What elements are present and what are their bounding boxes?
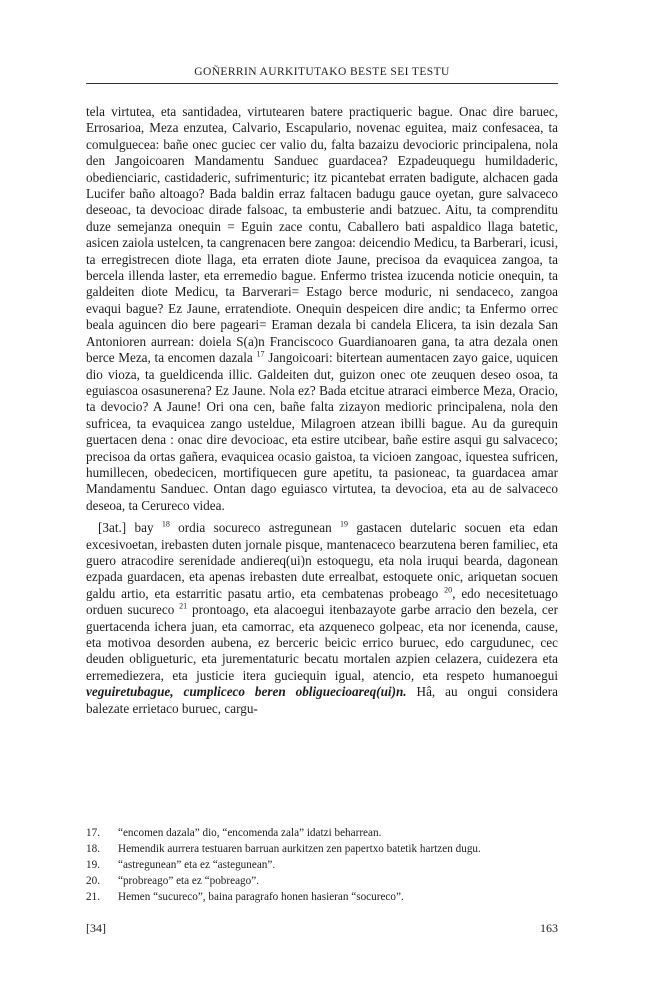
- footnote-18: [86, 841, 558, 857]
- footnote-text: Hemendik aurrera testuaren barruan aurkitzen zen papertxo batetik hartzen dugu.: [118, 843, 481, 855]
- footnote-ref-17[interactable]: 17: [256, 349, 265, 359]
- main-text: [86, 104, 558, 717]
- emphasized-phrase: veguiretubague, cumpliceco beren obliguecioareq(ui)n.: [86, 684, 407, 700]
- footnote-19: [86, 857, 558, 873]
- paragraph-2-text-e: prontoago, eta alacoegui itenbazayote garbe arracio den bezela, cer guertacenda ichera juan, eta camorrac, eta azqueneco golpeac, eta nor icenenda, cause, eta motivoa desorden aubena, ez berceric beicic errico buruec, edo cargudunec, cec deuden obligueturic, eta jurementaturic becatu mortalen azpien celazera, cuidezera eta erremediezera, eta justicie itera guciequin igual, atencio, eta respeto humanoegui: [86, 602, 559, 683]
- paragraph-2-text-f: Hâ, au ongui considera balezate errietaco buruec, cargu-: [86, 684, 559, 716]
- footnote-ref-21[interactable]: 21: [179, 601, 188, 611]
- running-header: GOÑERRIN AURKITUTAKO BESTE SEI TESTU: [194, 66, 450, 78]
- footnote-number: 19.: [86, 859, 100, 871]
- paragraph-2-text-d: , edo necesitetuago orduen sucureco: [86, 585, 558, 618]
- paragraph-1-text-cont: Jangoicoari: bitertean aumentacen zayo gaice, uquicen dio vioza, ta gueldicenda illic. Galdeiten dut, guizon onec ote zeuquen deseo osoa, ta eguiascoa osasunerena? Ez Jaune. Nola ez? Bada etcitue atraraci eimberce Meza, Oracio, ta devocio? A Jaune! Ori ona cen, bañe falta zizayon medioric principalena, nola den sufricea, ta evaquicea zango usteldue, Milagroen atzean ibilli bague. Au da gurequin guertacen dena : onac dire devocioac, eta estire utcibear, bañe estire asqui gu salvaceco; precisoa da ortas gañera, evaquicea ocasio gaistoa, ta vicioen zangoac, iquestea sufricen, humillecen, obedecicen, mortifiquecen gure apetitu, ta pasioneac, ta guardacea amar Mandamentu Sanduec. Ontan dago eguiasco virtutea, ta devocioa, eta au de salvaceco deseoa, ta Cerureco videa.: [86, 350, 559, 513]
- footnote-text: Hemen “sucureco”, baina paragrafo honen hasieran “socureco”.: [118, 891, 404, 903]
- footnote-20: [86, 873, 558, 889]
- footnote-text: “astregunean” eta ez “astegunean”.: [118, 859, 276, 871]
- footnote-ref-19[interactable]: 19: [340, 519, 349, 529]
- paragraph-1-text: tela virtutea, eta santidadea, virtutearen batere practiqueric bague. Onac dire baruec, Errosarioa, Meza enzutea, Calvario, Escapulario, novenac eguitea, maiz confesacea, ta comulguecea: bañe onec guciec cer valio du, falta bazaizu devocioric principalena, nola den Jangoicoaren Mandamentu Sanduec guardacea? Ezpadeuquegu humildaderic, obedienciaric, castidaderic, sufrimenturic; itz picantebat erraten badigute, alchacen gada Lucifer baño altoago? Bada baldin erraz faltacen badugu gauce oyetan, gure salvaceco deseoac, ta devocioac dirade falsoac, ta embusterie andi batzuec. Aitu, ta comprenditu duze semejanza onequin = Eguin zace contu, Caballero bati aspaldico llaga batetic, asicen zaiola ustelcen, ta cangrenacen bere zangoa: deicendio Medicu, ta Barberari, icusi, ta erregistrecen diote llaga, eta erraten diote Jaune, precisoa da evaquicea zangoa, ta bercela illenda laster, eta erremedio bague. Enfermo tristea izucenda noticie onequin, ta galdeiten diote Medicu, ta Barverari= Estago berce moduric, ni sendaceco, zangoa evaqui bague? Ez Jaune, erratendiote. Onequin despeicen dire andic; ta Enfermo orrec beala aguincen dio bere pageari= Eraman dezala bi candela Elicera, ta isin dezala San Antonioren aurrean: doiela S(a)n Franciscoco Guardianoaren gana, ta atra dezala onen berce Meza, ta encomen dazala: [86, 104, 558, 366]
- header-rule: [86, 83, 558, 84]
- footnote-text: “probreago” eta ez “pobreago”.: [118, 875, 259, 887]
- footnote-17: [86, 825, 558, 841]
- paragraph-2-text-c: gastacen dutelaric socuen eta edan excesivoetan, irebasten duten jornale pisque, mantenaceco bearzutena beren familiec, eta guero atracodire serenidade andiereq(ui)n estoquegu, eta nola iruqui bearda, dagonean ezpada guardacen, eta apenas irebasten dute errealbat, estoquete onic, ariquetan socuen galdu artio, eta estarritic pasatu artio, eta cembatenas probeago: [86, 520, 559, 601]
- footnote-text: “encomen dazala” dio, “encomenda zala” idatzi beharrean.: [118, 827, 382, 839]
- footnote-ref-18[interactable]: 18: [161, 519, 170, 529]
- footnote-ref-20[interactable]: 20: [444, 585, 453, 595]
- paragraph-2-text-a: [3at.] bay: [98, 520, 154, 536]
- paragraph-2: [86, 520, 558, 717]
- footnote-number: 17.: [86, 827, 100, 839]
- footnote-number: 21.: [86, 891, 100, 903]
- page-number: 163: [540, 921, 558, 935]
- footnote-number: 18.: [86, 843, 100, 855]
- document-page-ref: [34]: [86, 921, 106, 935]
- footnotes: [86, 825, 558, 905]
- paragraph-2-text-b: ordia socureco astregunean: [178, 520, 332, 536]
- footnote-number: 20.: [86, 875, 100, 887]
- paragraph-1: [86, 104, 558, 514]
- footnote-21: [86, 889, 558, 905]
